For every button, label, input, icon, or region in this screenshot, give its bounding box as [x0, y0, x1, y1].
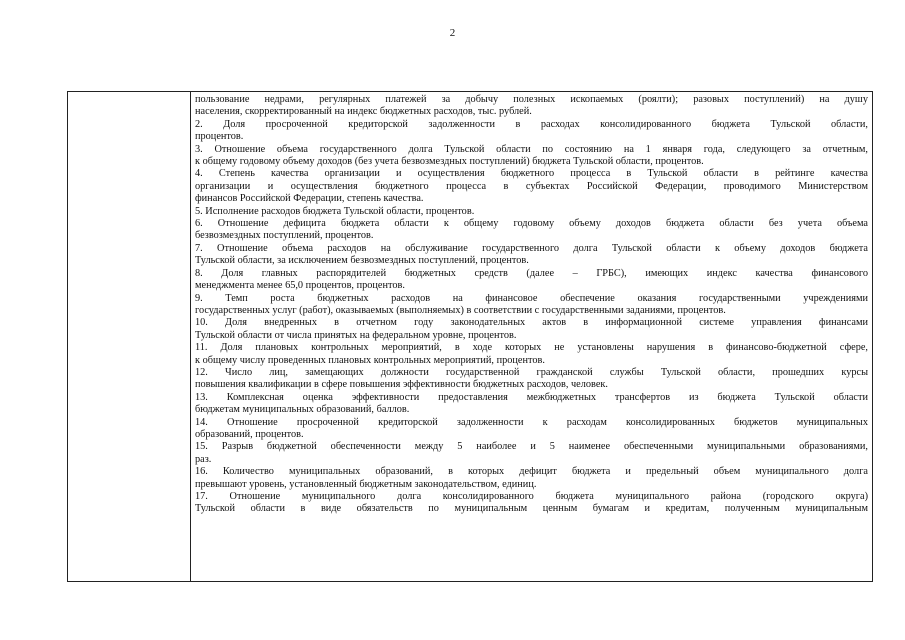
indicator-line: Тульской области в виде обязательств по муниципальным ценным бумагам и кредитам, полученным муниципальным	[195, 503, 868, 515]
indicator-line: 2. Доля просроченной кредиторской задолженности в расходах консолидированного бюджета Тульской области,	[195, 118, 868, 130]
indicator-item	[195, 293, 868, 318]
indicator-line: 6. Отношение дефицита бюджета области к общему годовому объему доходов бюджета области без учета объема	[195, 218, 868, 230]
indicator-item	[195, 392, 868, 417]
indicator-line: организации и осуществления бюджетного процесса в субъектах Российской Федерации, проводимого Министерством	[195, 180, 868, 192]
indicator-line: 5. Исполнение расходов бюджета Тульской области, процентов.	[195, 205, 475, 217]
indicator-item	[195, 144, 868, 169]
indicator-line: Тульской области, за исключением безвозмездных поступлений, процентов.	[195, 255, 529, 267]
indicator-line: 17. Отношение муниципального долга консолидированного бюджета муниципального района (городского округа)	[195, 491, 868, 502]
table-left-cell	[68, 92, 191, 581]
indicator-line: 11. Доля плановых контрольных мероприятий, в ходе которых не установлены нарушения в финансово-бюджетной сфере,	[195, 342, 868, 354]
indicator-item	[195, 466, 868, 491]
indicator-item	[195, 367, 868, 392]
indicator-line: государственных услуг (работ), оказываемых (выполняемых) в соответствии с государственными заданиями, процентов.	[195, 304, 726, 316]
indicator-line: превышают уровень, установленный бюджетным законодательством, единиц.	[195, 478, 537, 490]
indicator-item	[195, 206, 868, 218]
indicators-table	[67, 91, 873, 582]
indicator-line: 8. Доля главных распорядителей бюджетных средств (далее – ГРБС), имеющих индекс качества финансового	[195, 267, 868, 279]
indicator-item	[195, 218, 868, 243]
indicator-line: пользование недрами, регулярных платежей за добычу полезных ископаемых (роялти); разовых поступлений) на душу	[195, 94, 868, 105]
indicator-line: раз.	[195, 453, 212, 465]
indicator-item	[195, 119, 868, 144]
indicator-line: к общему годовому объему доходов (без учета безвозмездных поступлений) бюджета Тульской области, процентов.	[195, 156, 704, 168]
indicator-line: 3. Отношение объема государственного долга Тульской области по состоянию на 1 января года, следующего за отчетным,	[195, 143, 868, 155]
indicator-line: бюджетам муниципальных образований, баллов.	[195, 404, 410, 416]
indicator-item	[195, 317, 868, 342]
table-indicators-cell	[192, 92, 871, 581]
indicator-item	[195, 243, 868, 268]
indicator-line: 7. Отношение объема расходов на обслуживание государственного долга Тульской области к объему доходов бюджета	[195, 242, 868, 254]
indicator-line: безвозмездных поступлений, процентов.	[195, 230, 374, 242]
indicator-line: 9. Темп роста бюджетных расходов на финансовое обеспечение оказания государственными учреждениями	[195, 292, 868, 304]
indicator-item	[195, 168, 868, 205]
indicator-item	[195, 441, 868, 466]
indicator-line: к общему числу проведенных плановых контрольных мероприятий, процентов.	[195, 354, 545, 366]
page-number: 2	[449, 27, 456, 39]
indicator-line: 13. Комплексная оценка эффективности предоставления межбюджетных трансфертов из бюджета Тульской области	[195, 391, 868, 403]
indicator-item	[195, 94, 868, 119]
indicator-line: повышения квалификации в сфере повышения эффективности бюджетных расходов, человек.	[195, 379, 608, 391]
indicator-item	[195, 268, 868, 293]
indicator-line: 10. Доля внедренных в отчетном году законодательных актов в информационной системе управления финансами	[195, 317, 868, 329]
indicator-line: 4. Степень качества организации и осуществления бюджетного процесса в Тульской области в рейтинге качества	[195, 168, 868, 180]
indicator-line: 16. Количество муниципальных образований, в которых дефицит бюджета и предельный объем муниципального долга	[195, 466, 868, 478]
indicator-line: 14. Отношение просроченной кредиторской задолженности к расходам консолидированных бюджетов муниципальных	[195, 416, 868, 428]
indicator-item	[195, 491, 868, 516]
indicator-line: менеджмента менее 65,0 процентов, процентов.	[195, 280, 405, 292]
indicator-line: Тульской области от числа принятых на федеральном уровне, процентов.	[195, 329, 517, 341]
indicator-line: 12. Число лиц, замещающих должности государственной гражданской службы Тульской области, прошедших курсы	[195, 366, 868, 378]
indicator-line: населения, скорректированный на индекс бюджетных расходов, тыс. рублей.	[195, 106, 532, 118]
indicator-line: процентов.	[195, 131, 244, 143]
indicator-line: образований, процентов.	[195, 428, 304, 440]
indicator-item	[195, 417, 868, 442]
indicator-line: финансов Российской Федерации, степень качества.	[195, 193, 424, 205]
indicator-line: 15. Разрыв бюджетной обеспеченности между 5 наиболее и 5 наименее обеспеченными муниципальными образованиями,	[195, 441, 868, 453]
indicator-item	[195, 342, 868, 367]
